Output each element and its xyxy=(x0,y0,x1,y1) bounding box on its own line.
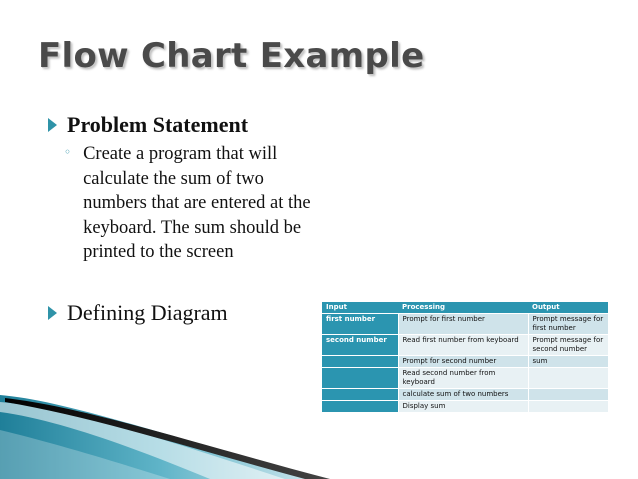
table-row xyxy=(322,368,608,389)
table-cell: Read first number from keyboard xyxy=(398,335,528,356)
header-input: Input xyxy=(322,302,398,314)
sub-bullet-text: Create a program that will calculate the sum of two numbers that are entered at the keyboard. The sum should be printed to the screen xyxy=(83,144,311,262)
table-cell: sum xyxy=(528,356,608,368)
table-cell: second number xyxy=(322,335,398,356)
table-cell: first number xyxy=(322,314,398,335)
bullet-problem-statement xyxy=(48,112,248,138)
table-cell: calculate sum of two numbers xyxy=(398,389,528,401)
table-cell xyxy=(528,368,608,389)
table-cell: Prompt message for second number xyxy=(528,335,608,356)
header-processing: Processing xyxy=(398,302,528,314)
table-row xyxy=(322,356,608,368)
table-cell xyxy=(322,368,398,389)
table-header-row xyxy=(322,302,608,314)
bullet-arrow-icon xyxy=(48,118,57,132)
bullet-label: Problem Statement xyxy=(67,112,249,137)
table-cell: Prompt message for first number xyxy=(528,314,608,335)
bullet-label: Defining Diagram xyxy=(67,300,228,325)
table-cell xyxy=(322,356,398,368)
sub-bullet-problem xyxy=(64,142,324,265)
header-output: Output xyxy=(528,302,608,314)
table-cell: Prompt for second number xyxy=(398,356,528,368)
table-cell: Prompt for first number xyxy=(398,314,528,335)
ring-bullet-icon: ◦ xyxy=(64,145,72,159)
table-row xyxy=(322,314,608,335)
bullet-defining-diagram xyxy=(48,300,228,326)
table-cell: Display sum xyxy=(398,401,528,413)
slide-title: Flow Chart Example xyxy=(38,36,425,76)
table-cell: Read second number from keyboard xyxy=(398,368,528,389)
bullet-arrow-icon xyxy=(48,306,57,320)
table-row xyxy=(322,335,608,356)
decorative-swoosh xyxy=(0,390,638,479)
